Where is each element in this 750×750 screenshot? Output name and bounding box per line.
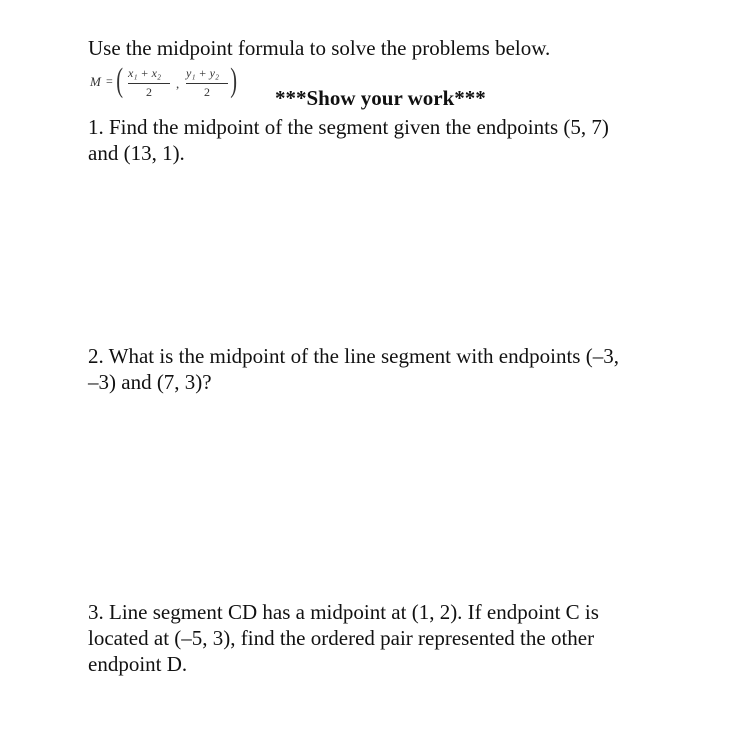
formula-separator: , — [176, 76, 180, 91]
problem-1 — [88, 114, 658, 166]
formula-left-paren: ( — [116, 62, 124, 99]
instructions-text: Use the midpoint formula to solve the problems below. — [88, 36, 551, 60]
problem-3-line-2: located at (–5, 3), find the ordered pair represented the other — [88, 626, 595, 650]
show-work-note: ***Show your work*** — [275, 86, 486, 110]
problem-3 — [88, 599, 658, 677]
midpoint-formula — [88, 64, 248, 104]
problem-2-line-2: –3) and (7, 3)? — [88, 370, 212, 394]
problem-3-line-3: endpoint D. — [88, 652, 188, 676]
problem-3-line-1: 3. Line segment CD has a midpoint at (1, 2). If endpoint C is — [88, 600, 599, 624]
formula-y-fraction-bar — [186, 83, 228, 84]
formula-x-fraction-bar — [128, 83, 170, 84]
formula-equals: = — [106, 74, 113, 88]
formula-x-denominator: 2 — [146, 85, 152, 99]
formula-x-numerator: x₁ + x₂ — [128, 66, 162, 80]
problem-1-line-2: and (13, 1). — [88, 141, 185, 165]
problem-2-line-1: 2. What is the midpoint of the line segment with endpoints (–3, — [88, 344, 619, 368]
formula-right-paren: ) — [230, 62, 238, 99]
formula-lhs: M — [90, 74, 101, 89]
problem-2 — [88, 343, 658, 395]
formula-y-denominator: 2 — [204, 85, 210, 99]
problem-1-line-1: 1. Find the midpoint of the segment given the endpoints (5, 7) — [88, 115, 609, 139]
formula-y-numerator: y₁ + y₂ — [186, 66, 220, 80]
